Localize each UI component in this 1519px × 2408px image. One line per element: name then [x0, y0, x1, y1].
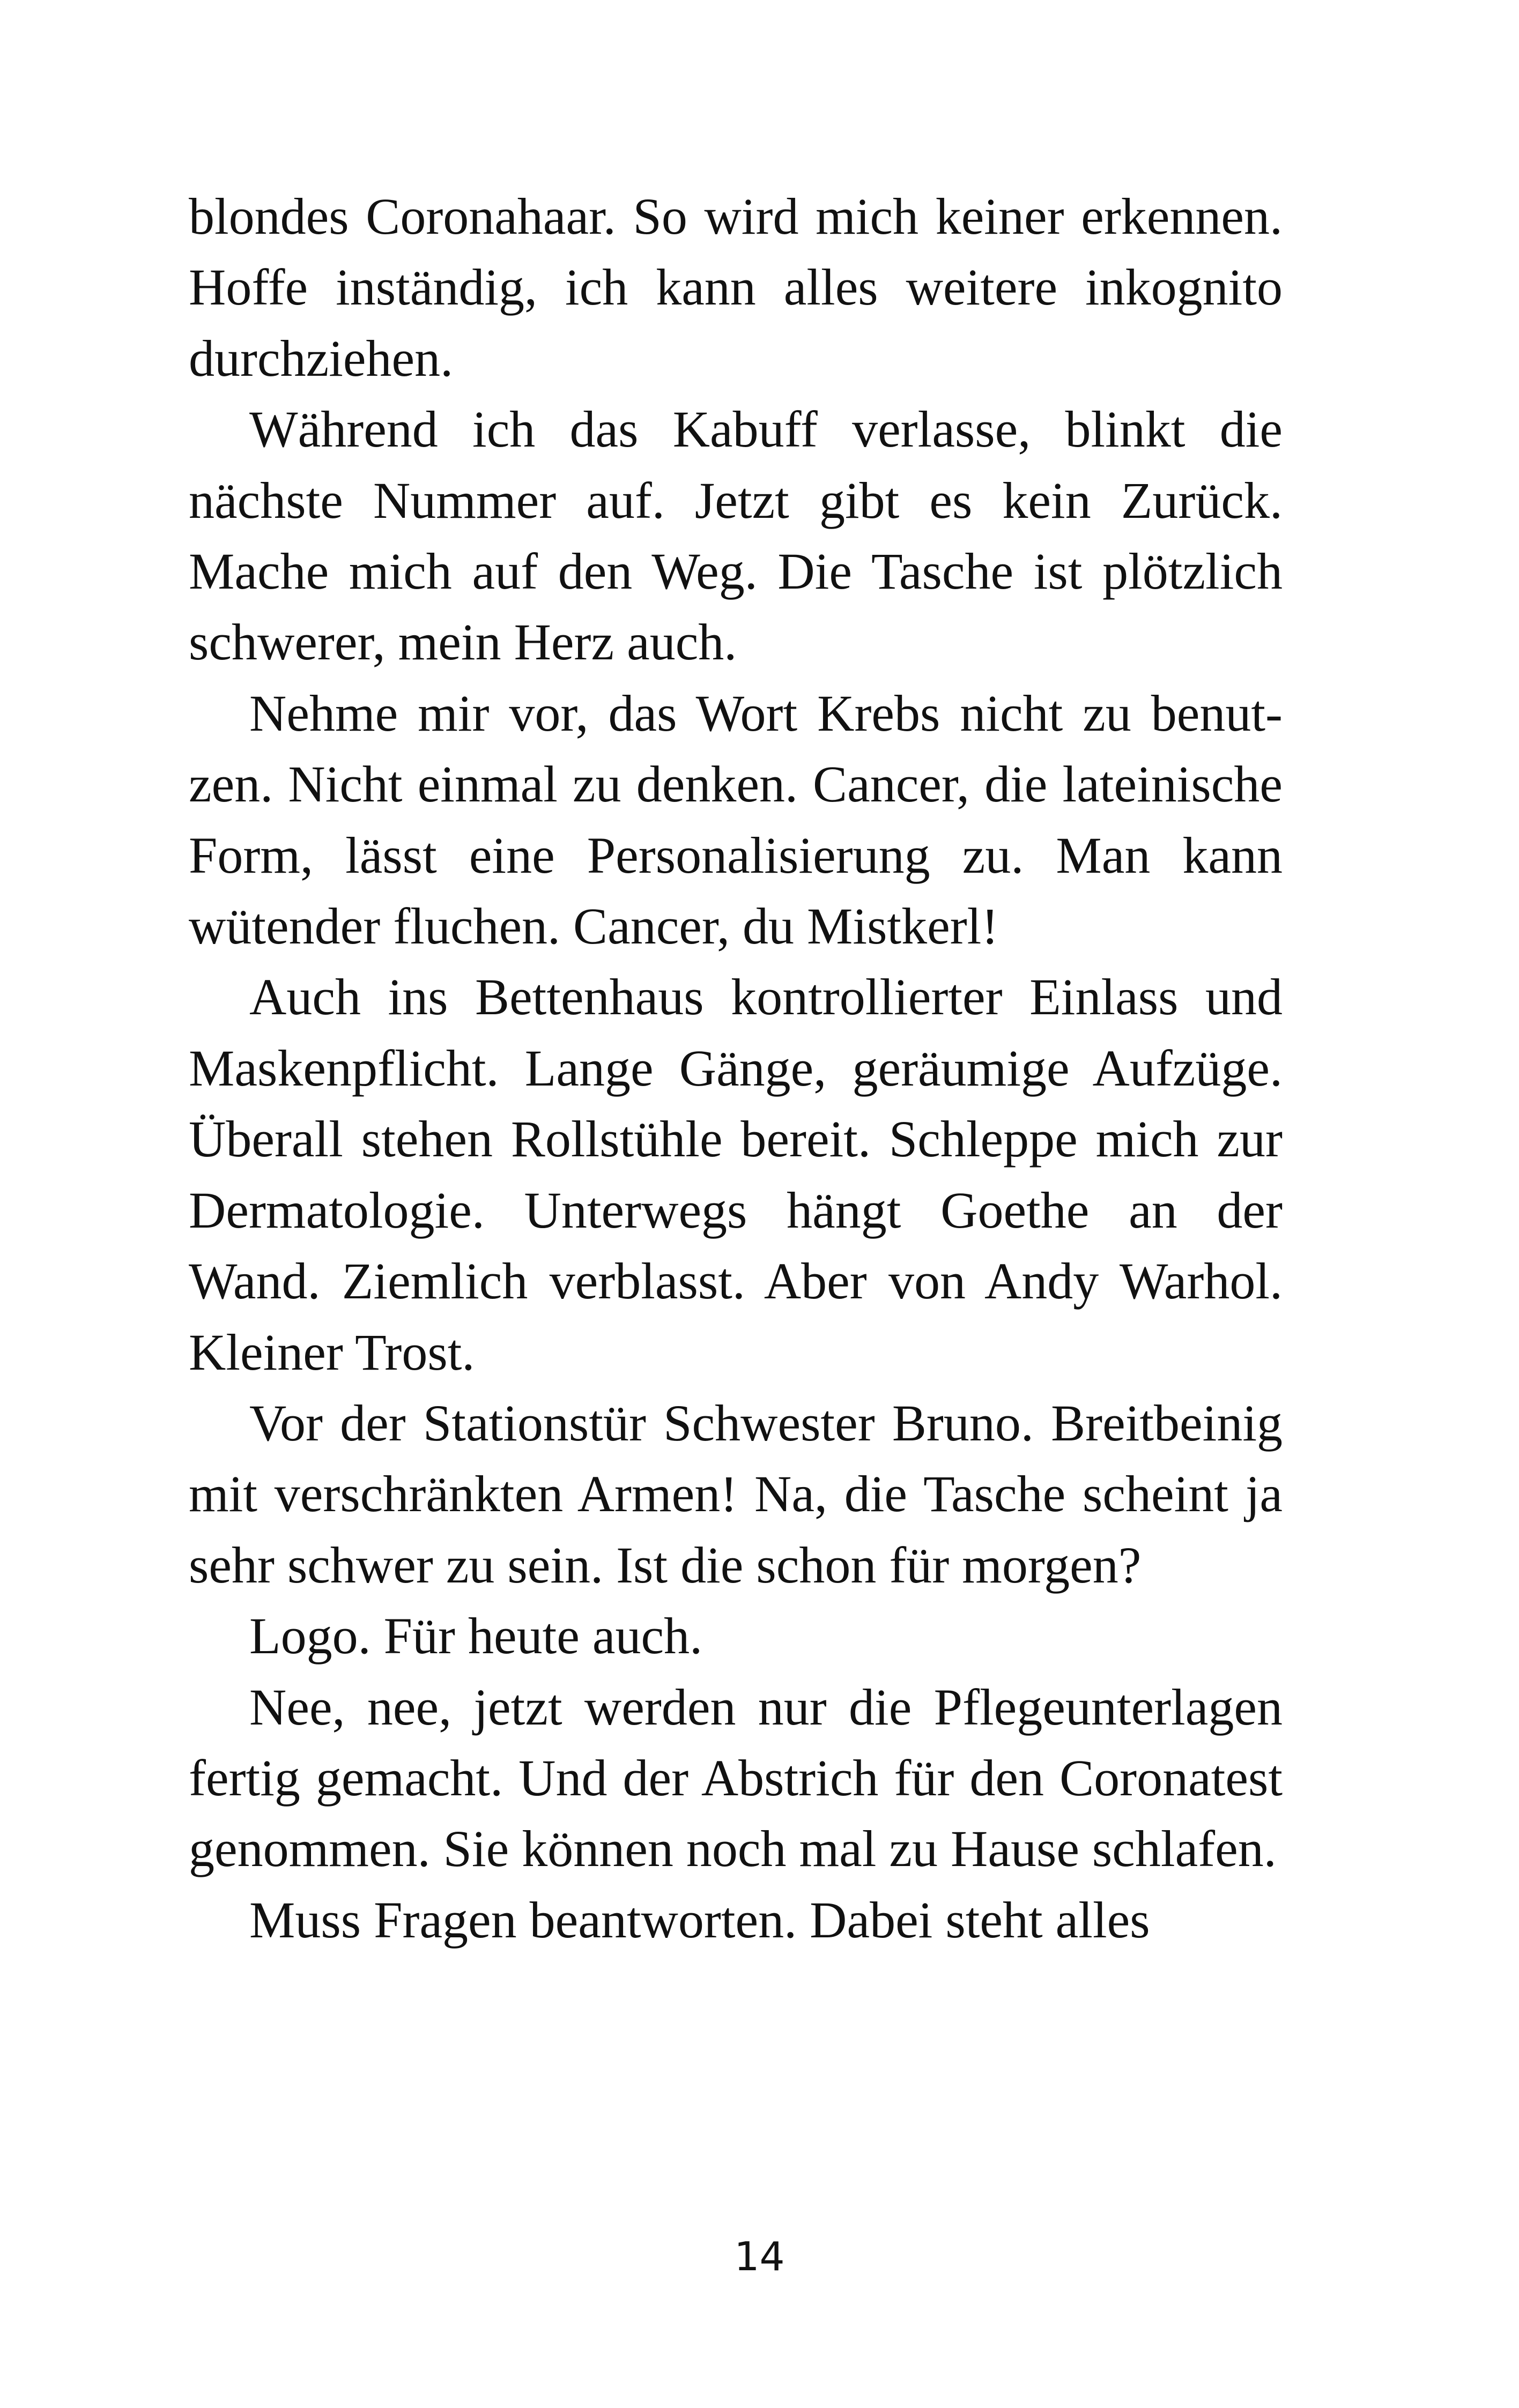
paragraph: Logo. Für heute auch.: [249, 1607, 703, 1665]
paragraph: Während ich das Kabuff verlasse, blinkt die nächste Nummer auf. Jetzt gibt es kein Zurück. Mache mich auf den Weg. Die Tasche ist plötzlich schwerer, mein Herz auch.: [189, 400, 1283, 671]
paragraph: blondes Coronahaar. So wird mich keiner erkennen. Hoffe inständig, ich kann alles weitere inkognito durchziehen.: [189, 188, 1283, 387]
paragraph: Nee, nee, jetzt werden nur die Pflegeunterlagen fertig gemacht. Und der Abstrich für den Coronatest genommen. Sie können noch mal zu Hause schlafen.: [189, 1678, 1283, 1878]
body-text: [189, 181, 1283, 1956]
page-number: 14: [734, 2234, 785, 2280]
paragraph: Auch ins Bettenhaus kontrollierter Einlass und Maskenpflicht. Lange Gänge, geräumige Aufzüge. Überall stehen Rollstühle bereit. Schleppe mich zur Dermatologie. Unterwegs hängt Goethe an der Wand. Ziemlich verblasst. Aber von Andy Warhol. Kleiner Trost.: [189, 968, 1283, 1381]
paragraph: Nehme mir vor, das Wort Krebs nicht zu benutzen. Nicht einmal zu denken. Cancer, die lateinische Form, lässt eine Personalisierung zu. Man kann wütender fluchen. Cancer, du Mistkerl!: [189, 684, 1283, 955]
paragraph: Vor der Stationstür Schwester Bruno. Breitbeinig mit verschränkten Armen! Na, die Tasche scheint ja sehr schwer zu sein. Ist die schon für morgen?: [189, 1394, 1283, 1594]
paragraph: Muss Fragen beantworten. Dabei steht alles: [249, 1891, 1150, 1949]
